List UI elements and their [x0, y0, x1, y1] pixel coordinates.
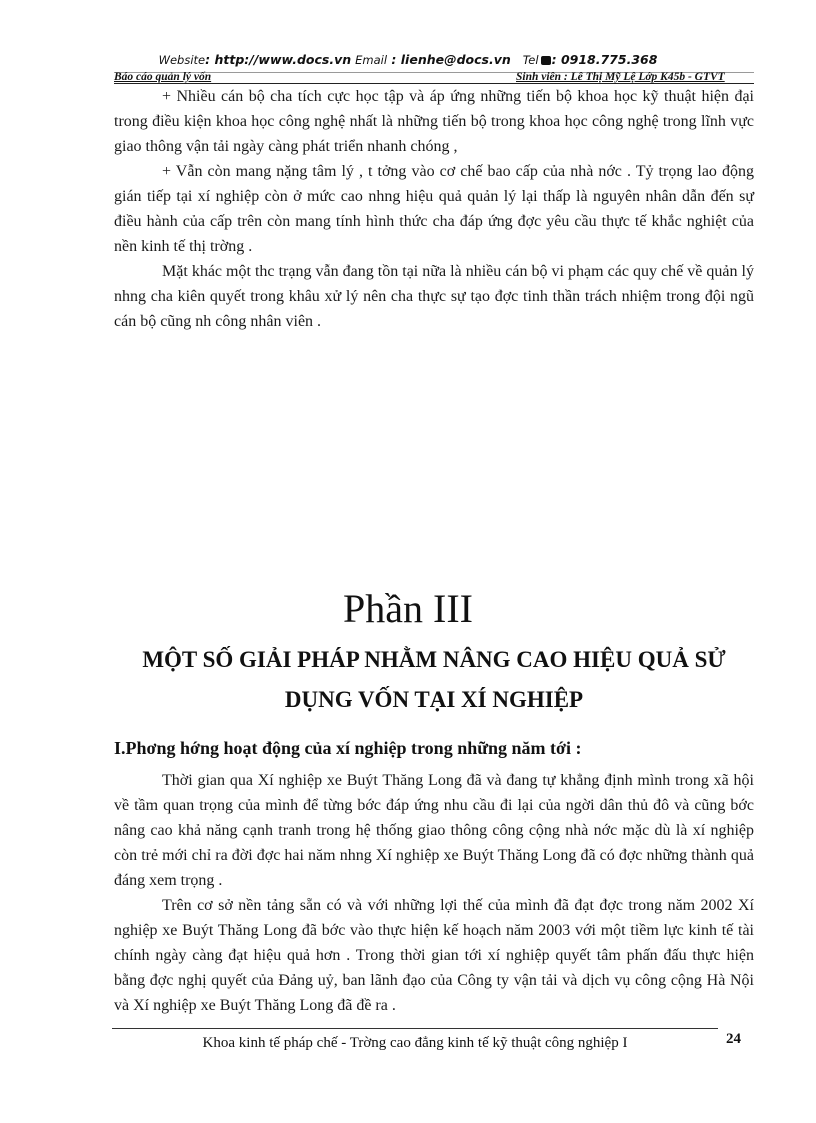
paragraph: + Vẫn còn mang nặng tâm lý , t tởng vào cơ chế bao cấp của nhà nớc . Tỷ trọng lao động gián tiếp tại xí nghiệp còn ở mức cao nhng hiệu quả quản lý lại thấp là nguyên nhân dẫn đến sự điều hành của cấp trên còn mang tính hình thức cha đáp ứng đợc yêu cầu thực tế khắc nghiệt của nền kinh tế thị trờng .: [114, 163, 754, 255]
paragraph: Mặt khác một thc trạng vẫn đang tồn tại nữa là nhiều cán bộ vi phạm các quy chế về quản lý nhng cha kiên quyết trong khâu xử lý nên cha thực sự tạo đợc tinh thần trách nhiệm trong đội ngũ cán bộ cũng nh công nhân viên .: [114, 263, 754, 330]
website-link[interactable]: http://www.docs.vn: [214, 52, 352, 67]
phone-icon: [541, 56, 551, 65]
section-1-body: [114, 84, 754, 334]
part-heading: MỘT SỐ GIẢI PHÁP NHẰM NÂNG CAO HIỆU QUẢ SỬ DỤNG VỐN TẠI XÍ NGHIỆP: [142, 647, 726, 712]
footer-rule: [112, 1028, 718, 1029]
email-label: Email: [355, 53, 388, 67]
website-contact-header: Website: http://www.docs.vn Email : lienhe@docs.vn Tel : 0918.775.368: [158, 52, 658, 67]
paragraph: Thời gian qua Xí nghiệp xe Buýt Thăng Long đã và đang tự khẳng định mình trong xã hội về tầm quan trọng của mình để từng bớc đáp ứng nhu cầu đi lại của ngời dân thủ đô và cũng bớc nâng cao khả năng cạnh tranh trong hệ thống giao thông công cộng nhà nớc mặc dù là xí nghiệp còn trẻ mới chỉ ra đời đợc hai năm nhng Xí nghiệp xe Buýt Thăng Long đã có đợc những thành quả đáng xem trọng .: [114, 772, 754, 889]
tel-value: 0918.775.368: [560, 52, 658, 67]
footer-text: Khoa kinh tế pháp chế - Trờng cao đẳng kinh tế kỹ thuật công nghiệp I: [202, 1035, 628, 1051]
part-title: Phần III: [343, 586, 473, 631]
report-title: Báo cáo quản lý vốn: [114, 71, 212, 83]
email-link[interactable]: lienhe@docs.vn: [400, 52, 511, 67]
page-number: 24: [726, 1031, 741, 1047]
section-heading: I.Phơng hớng hoạt động của xí nghiệp trong những năm tới :: [114, 738, 582, 758]
student-info: Sinh viên : Lê Thị Mỹ Lệ Lớp K45b - GTVT: [516, 71, 725, 83]
paragraph: + Nhiều cán bộ cha tích cực học tập và áp ứng những tiến bộ khoa học kỹ thuật hiện đại trong điều kiện khoa học công nghệ nhất là những tiến bộ trong khoa học công nghệ trong lĩnh vực giao thông vận tải ngày càng phát triển nhanh chóng ,: [114, 88, 754, 155]
paragraph: Trên cơ sở nền tảng sẵn có và với những lợi thế của mình đã đạt đợc trong năm 2002 Xí nghiệp xe Buýt Thăng Long đã bớc vào thực hiện kế hoạch năm 2003 với một tiềm lực kinh tế tài chính ngày càng đạt hiệu quả hơn . Trong thời gian tới xí nghiệp quyết tâm phấn đấu thực hiện bằng đợc nghị quyết của Đảng uỷ, ban lãnh đạo của Công ty vận tải và dịch vụ công cộng Hà Nội và Xí nghiệp xe Buýt Thăng Long đã đề ra .: [114, 897, 754, 1014]
website-label: Website: [158, 53, 206, 67]
running-header: [114, 72, 754, 83]
section-2-body: [114, 768, 754, 1018]
tel-label: Tel: [522, 53, 539, 67]
